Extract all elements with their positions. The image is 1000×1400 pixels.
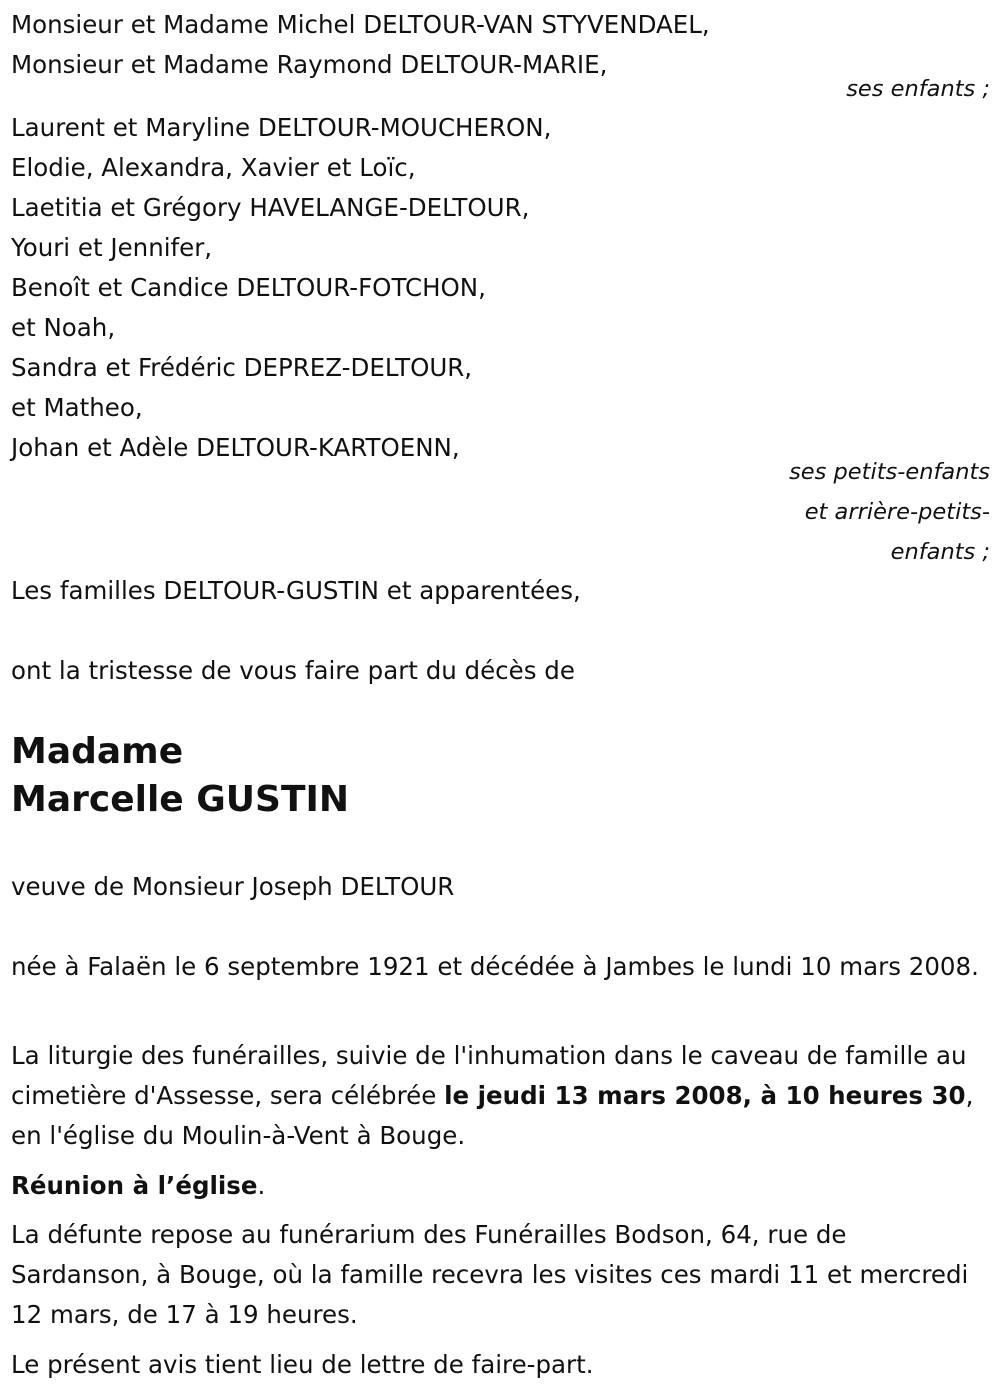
grandchildren-line-8: et Matheo, <box>11 393 143 422</box>
grandchildren-line-6: et Noah, <box>11 313 116 342</box>
viewing-paragraph: La défunte repose au funérarium des Funérailles Bodson, 64, rue de Sardanson, à Bouge, où la famille recevra les visites ces mardi 11 et mercredi 12 mars, de 17 à 19 heures. <box>11 1220 969 1329</box>
deceased-name: Marcelle GUSTIN <box>11 779 350 820</box>
grandchildren-line-4: Youri et Jennifer, <box>11 233 213 262</box>
liturgy-location: , en l'église du Moulin-à-Vent à Bouge. <box>11 1081 974 1150</box>
liturgy-paragraph <box>11 1036 986 1156</box>
grandchildren-label-line-2: et arrière-petits- <box>804 499 990 525</box>
grandchildren-label-line-1: ses petits-enfants <box>789 459 990 485</box>
grandchildren-label-line-3: enfants ; <box>890 539 990 565</box>
grandchildren-line-9: Johan et Adèle DELTOUR-KARTOENN, <box>11 433 460 462</box>
children-line-2: Monsieur et Madame Raymond DELTOUR-MARIE, <box>11 50 608 79</box>
children-label: ses enfants ; <box>846 76 990 102</box>
meeting-period: . <box>257 1171 266 1200</box>
widow-of-line: veuve de Monsieur Joseph DELTOUR <box>11 872 455 901</box>
announcement-line: ont la tristesse de vous faire part du décès de <box>11 656 575 685</box>
grandchildren-line-1: Laurent et Maryline DELTOUR-MOUCHERON, <box>11 113 552 142</box>
grandchildren-line-5: Benoît et Candice DELTOUR-FOTCHON, <box>11 273 486 302</box>
grandchildren-line-3: Laetitia et Grégory HAVELANGE-DELTOUR, <box>11 193 530 222</box>
meeting-text: Réunion à l’église <box>11 1171 258 1200</box>
meeting-paragraph <box>11 1166 986 1206</box>
birth-death-paragraph: née à Falaën le 6 septembre 1921 et décédée à Jambes le lundi 10 mars 2008. <box>11 952 979 981</box>
liturgy-text: La liturgie des funérailles, suivie de l'inhumation dans le caveau de famille au cimetière d'Assesse, sera célébrée <box>11 1041 967 1110</box>
liturgy-date: le jeudi 13 mars 2008, à 10 heures 30 <box>444 1081 966 1110</box>
grandchildren-line-7: Sandra et Frédéric DEPREZ-DELTOUR, <box>11 353 473 382</box>
children-line-1: Monsieur et Madame Michel DELTOUR-VAN STYVENDAEL, <box>11 10 710 39</box>
grandchildren-line-2: Elodie, Alexandra, Xavier et Loïc, <box>11 153 416 182</box>
families-line: Les familles DELTOUR-GUSTIN et apparentées, <box>11 576 581 605</box>
closing-paragraph: Le présent avis tient lieu de lettre de faire-part. <box>11 1350 594 1379</box>
deceased-title: Madame <box>11 731 184 772</box>
